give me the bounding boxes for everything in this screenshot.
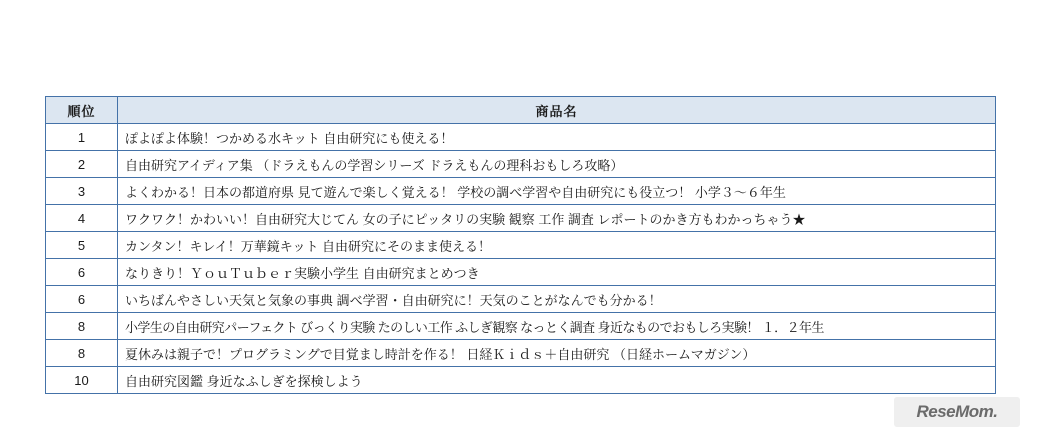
table-row [46, 205, 996, 232]
product-name: ワクワク！かわいい！自由研究大じてん 女の子にピッタリの実験 観察 工作 調査 レポートのかき方もわかっちゃう★ [118, 205, 996, 232]
product-name: 自由研究アイディア集 （ドラえもんの学習シリーズ ドラえもんの理科おもしろ攻略） [118, 151, 996, 178]
table-row [46, 313, 996, 340]
product-name: 夏休みは親子で！プログラミングで目覚まし時計を作る！ 日経Ｋｉｄｓ＋自由研究 （日経ホームマガジン） [118, 340, 996, 367]
table-header-row [46, 97, 996, 124]
product-name: よくわかる！日本の都道府県 見て遊んで楽しく覚える！ 学校の調べ学習や自由研究にも役立つ！ 小学３〜６年生 [118, 178, 996, 205]
rank-value: 1 [46, 124, 118, 151]
rank-value: 6 [46, 259, 118, 286]
table-body [46, 124, 996, 394]
table-row [46, 367, 996, 394]
rank-value: 10 [46, 367, 118, 394]
table-row [46, 232, 996, 259]
table-row [46, 340, 996, 367]
column-header-product: 商品名 [118, 97, 996, 124]
rank-value: 3 [46, 178, 118, 205]
table-row [46, 124, 996, 151]
table-row [46, 286, 996, 313]
column-header-rank: 順位 [46, 97, 118, 124]
product-name: 小学生の自由研究パーフェクト びっくり実験 たのしい工作 ふしぎ観察 なっとく調査 身近なものでおもしろ実験！ １．２年生 [118, 313, 996, 340]
table-header [46, 97, 996, 124]
product-name: いちばんやさしい天気と気象の事典 調べ学習・自由研究に！天気のことがなんでも分かる！ [118, 286, 996, 313]
table-row [46, 178, 996, 205]
rank-value: 8 [46, 313, 118, 340]
resemom-watermark [894, 397, 1020, 427]
rank-value: 6 [46, 286, 118, 313]
product-name: ぽよぽよ体験！つかめる水キット 自由研究にも使える！ [118, 124, 996, 151]
table-row [46, 259, 996, 286]
product-name: 自由研究図鑑 身近なふしぎを探検しよう [118, 367, 996, 394]
rank-value: 2 [46, 151, 118, 178]
rank-value: 8 [46, 340, 118, 367]
watermark-text: ReseMom. [916, 402, 998, 421]
rank-value: 5 [46, 232, 118, 259]
ranking-table [45, 96, 996, 394]
rank-value: 4 [46, 205, 118, 232]
product-name: なりきり！ＹｏｕＴｕｂｅｒ実験小学生 自由研究まとめつき [118, 259, 996, 286]
table-row [46, 151, 996, 178]
product-name: カンタン！キレイ！万華鏡キット 自由研究にそのまま使える！ [118, 232, 996, 259]
